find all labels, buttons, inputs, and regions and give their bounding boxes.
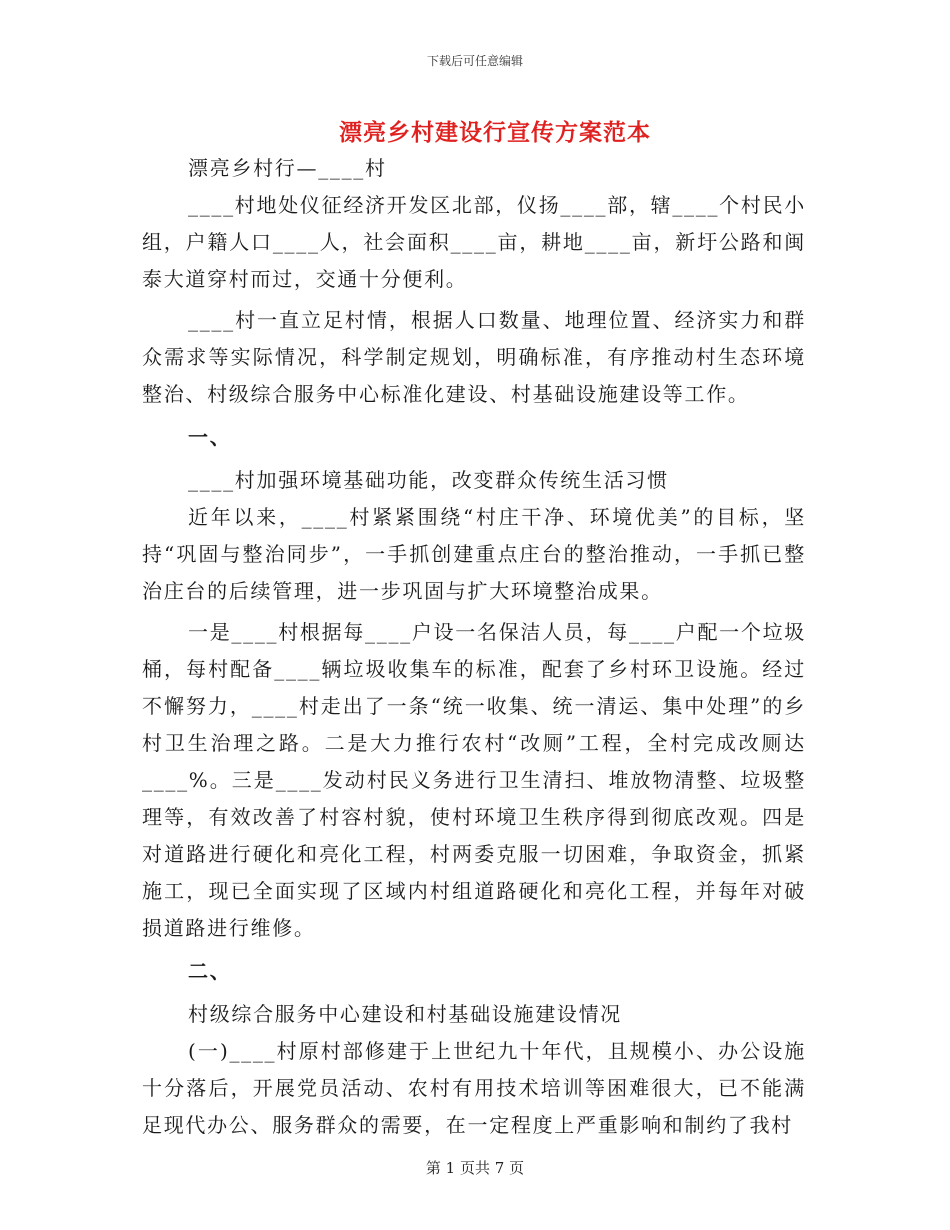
paragraph-village-planning: ____村一直立足村情，根据人口数量、地理位置、经济实力和群众需求等实际情况，科学制定规划，明确标准，有序推动村生态环境整治、村级综合服务中心标准化建设、村基础设施建设等工作。: [142, 308, 806, 406]
paragraph-subtitle: 漂亮乡村行—____村: [188, 156, 387, 180]
paragraph-service-center: (一)____村原村部修建于上世纪九十年代，且规模小、办公设施十分落后，开展党员活动、农村有用技术培训等困难很大，已不能满足现代办公、服务群众的需要，在一定程度上严重影响和制约了我村: [142, 1039, 806, 1137]
paragraph-village-overview: ____村地处仪征经济开发区北部，仪扬____部，辖____个村民小组，户籍人口____人，社会面积____亩，耕地____亩，新圩公路和闽泰大道穿村而过，交通十分便利。: [142, 193, 806, 291]
document-title: 漂亮乡村建设行宣传方案范本: [339, 119, 651, 146]
paragraph-section-1-title: ____村加强环境基础功能，改变群众传统生活习惯: [188, 468, 669, 492]
paragraph-section-2-title: 村级综合服务中心建设和村基础设施建设情况: [188, 1002, 622, 1026]
document-body: [142, 150, 806, 1144]
section-heading-1: 一、: [188, 425, 232, 449]
page-footer: 第 1 页共 7 页: [425, 1159, 525, 1177]
page-header: 下载后可任意编辑: [426, 54, 523, 68]
paragraph-environment-goal: 近年以来，____村紧紧围绕“村庄干净、环境优美”的目标，坚持“巩固与整治同步”，一手抓创建重点庄台的整治推动，一手抓已整治庄台的后续管理，进一步巩固与扩大环境整治成果。: [142, 505, 806, 603]
paragraph-environment-measures: 一是____村根据每____户设一名保洁人员，每____户配一个垃圾桶，每村配备____辆垃圾收集车的标准，配套了乡村环卫设施。经过不懈努力，____村走出了一条“统一收集、统一清运、集中处理”的乡村卫生治理之路。二是大力推行农村“改厕”工程，全村完成改厕达____%。三是____发动村民义务进行卫生清扫、堆放物清整、垃圾整理等，有效改善了村容村貌，使村环境卫生秩序得到彻底改观。四是对道路进行硬化和亮化工程，村两委克服一切困难，争取资金，抓紧施工，现已全面实现了区域内村组道路硬化和亮化工程，并每年对破损道路进行维修。: [142, 620, 806, 940]
section-heading-2: 二、: [188, 959, 232, 983]
